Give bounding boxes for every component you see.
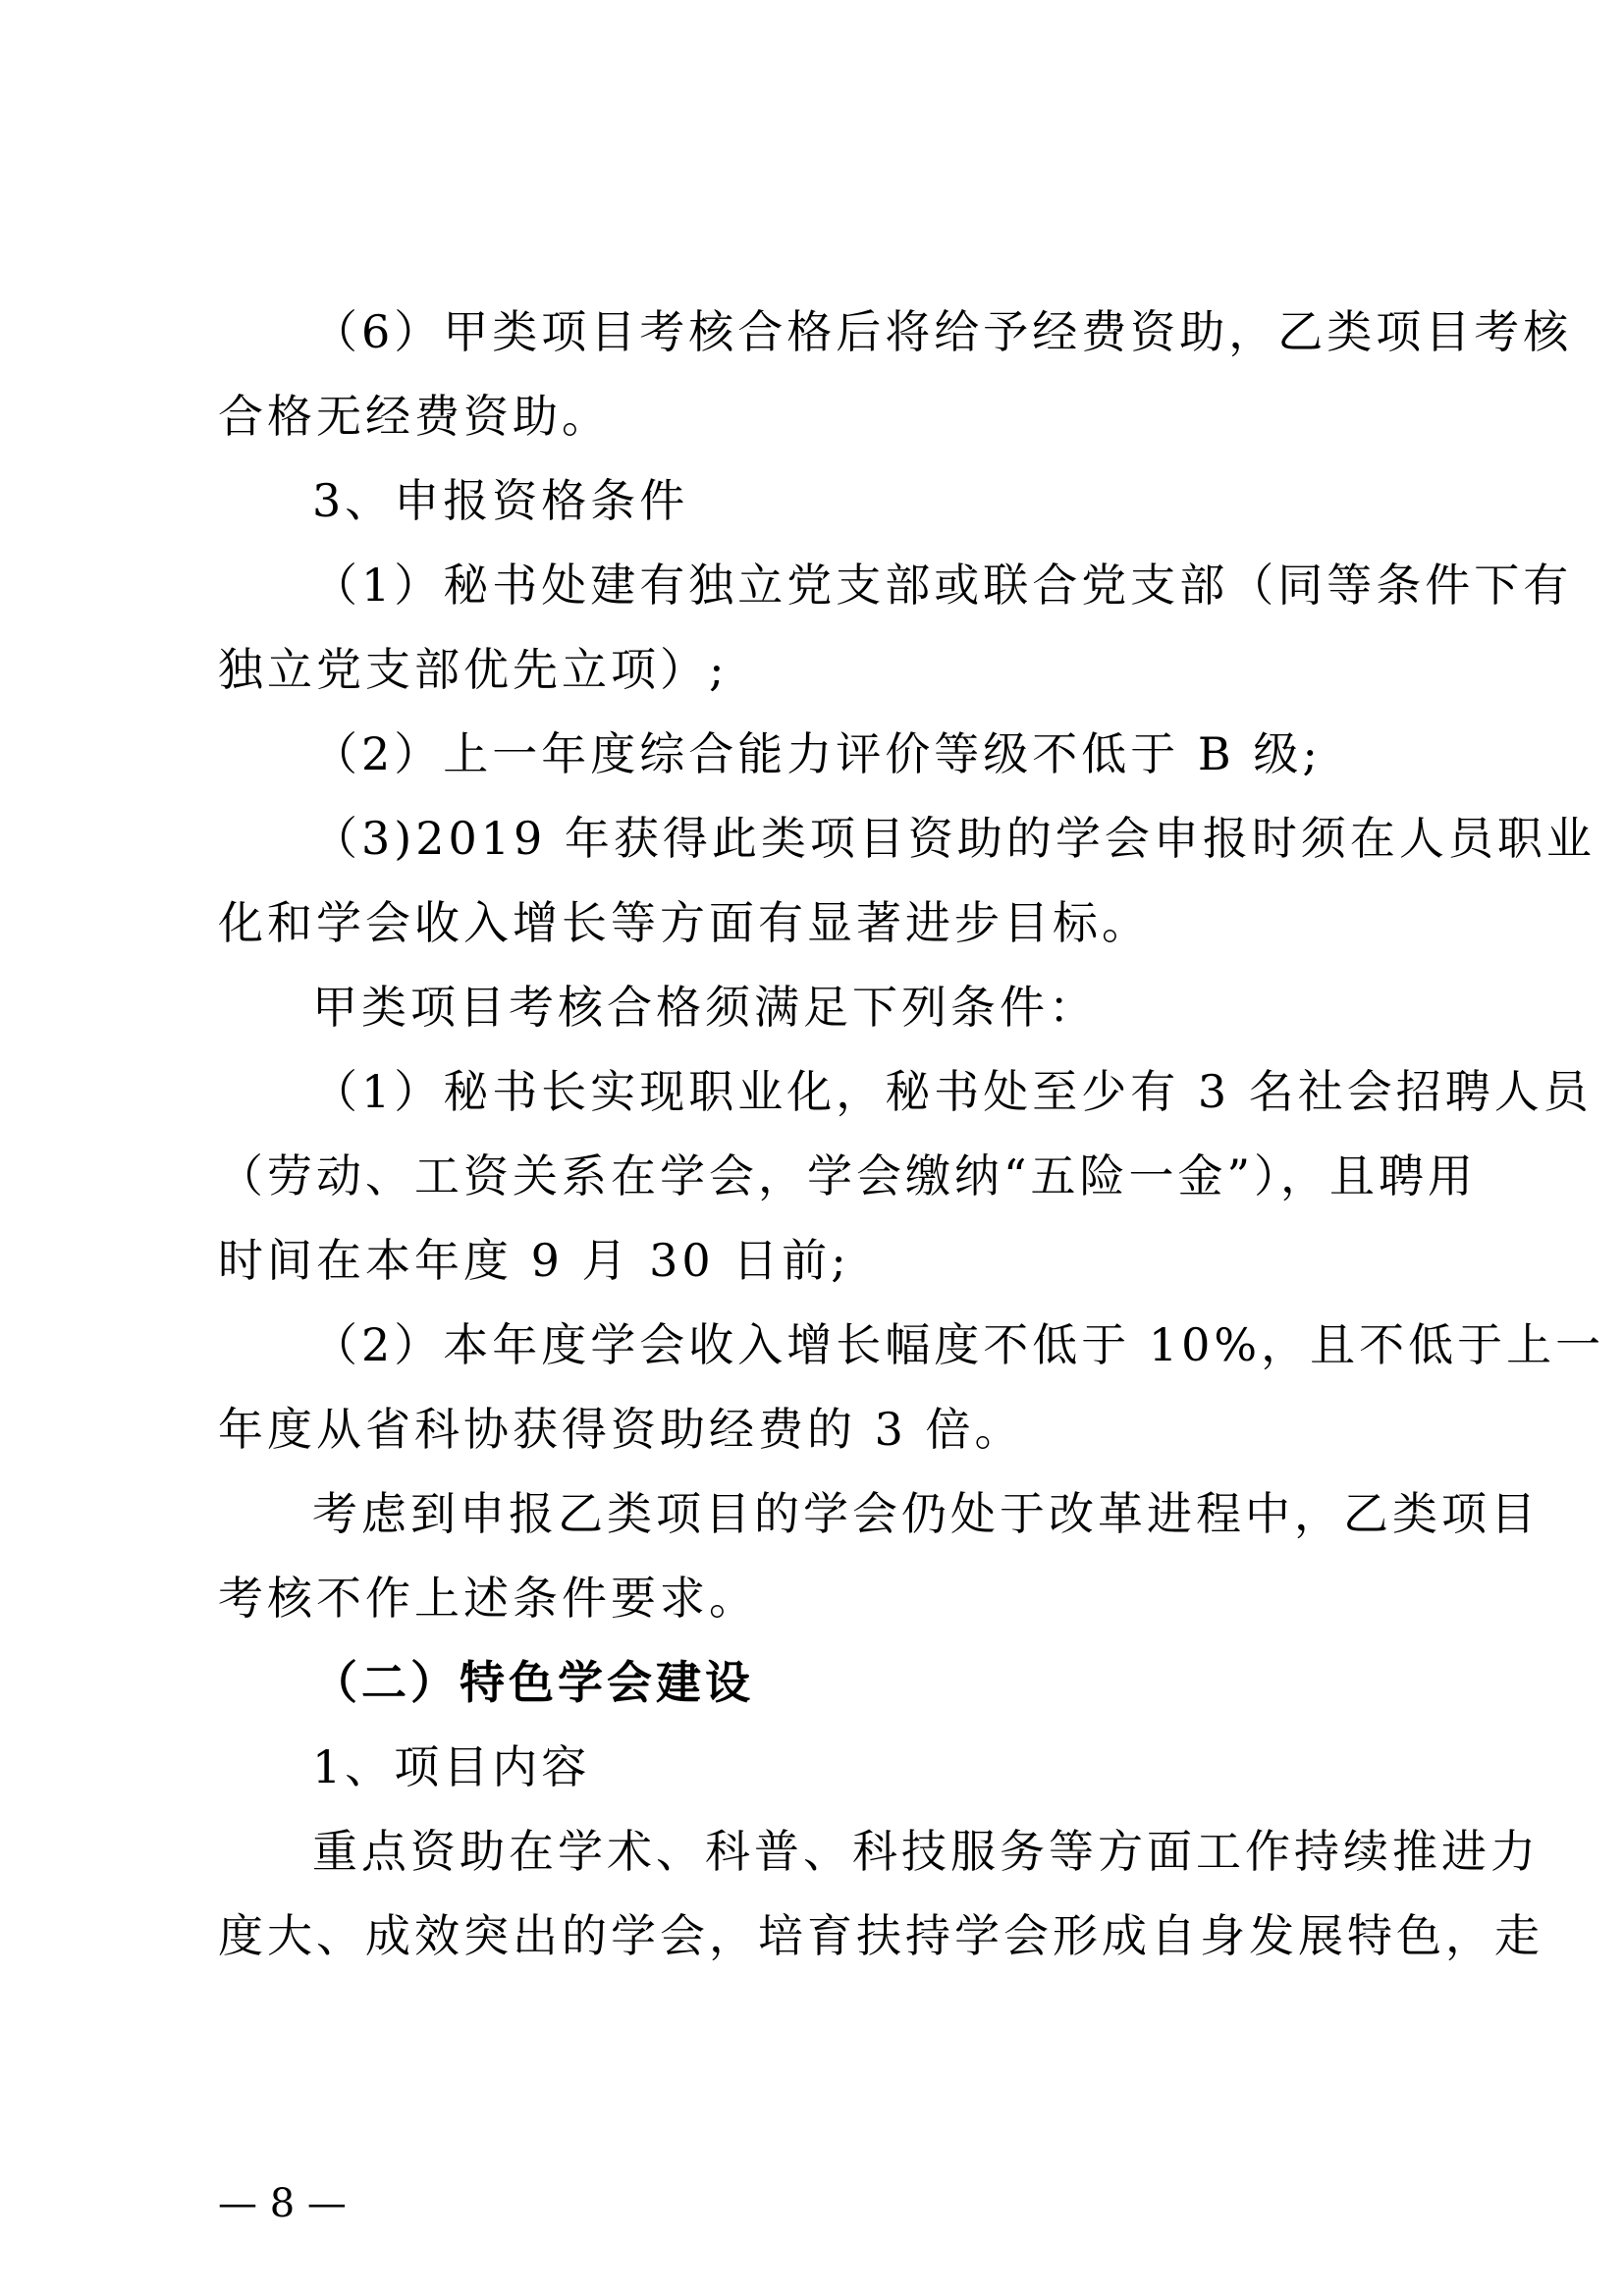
project-content-heading: 1、项目内容 <box>312 1740 591 1793</box>
condition-1-line-2: 独立党支部优先立项）; <box>218 643 729 696</box>
qualification-1-line-3: 时间在本年度 9 月 30 日前; <box>218 1234 850 1287</box>
qualification-2-line-2: 年度从省科协获得资助经费的 3 倍。 <box>218 1403 1024 1456</box>
condition-2-line: （2）上一年度综合能力评价等级不低于 B 级; <box>312 727 1322 780</box>
qualification-1-line-1: （1）秘书长实现职业化，秘书处至少有 3 名社会招聘人员 <box>312 1065 1593 1118</box>
page-number: — 8 — <box>218 2181 347 2226</box>
paragraph-6-line-1: （6）甲类项目考核合格后将给予经费资助，乙类项目考核 <box>312 305 1573 358</box>
type-b-note-line-1: 考虑到申报乙类项目的学会仍处于改革进程中，乙类项目 <box>312 1487 1540 1540</box>
qualification-heading: 甲类项目考核合格须满足下列条件： <box>312 981 1098 1034</box>
section-2-heading: （二）特色学会建设 <box>312 1656 754 1709</box>
project-content-line-2: 度大、成效突出的学会，培育扶持学会形成自身发展特色，走 <box>218 1909 1543 1962</box>
section-3-heading: 3、申报资格条件 <box>312 474 689 527</box>
condition-1-line-1: （1）秘书处建有独立党支部或联合党支部（同等条件下有 <box>312 559 1573 612</box>
condition-3-line-1: （3)2019 年获得此类项目资助的学会申报时须在人员职业 <box>312 812 1596 865</box>
project-content-line-1: 重点资助在学术、科普、科技服务等方面工作持续推进力 <box>312 1825 1540 1878</box>
paragraph-6-line-2: 合格无经费资助。 <box>218 390 611 443</box>
type-b-note-line-2: 考核不作上述条件要求。 <box>218 1572 758 1625</box>
qualification-2-line-1: （2）本年度学会收入增长幅度不低于 10%，且不低于上一 <box>312 1318 1605 1371</box>
qualification-1-line-2: （劳动、工资关系在学会，学会缴纳“五险一金”），且聘用 <box>218 1149 1478 1202</box>
condition-3-line-2: 化和学会收入增长等方面有显著进步目标。 <box>218 896 1151 949</box>
